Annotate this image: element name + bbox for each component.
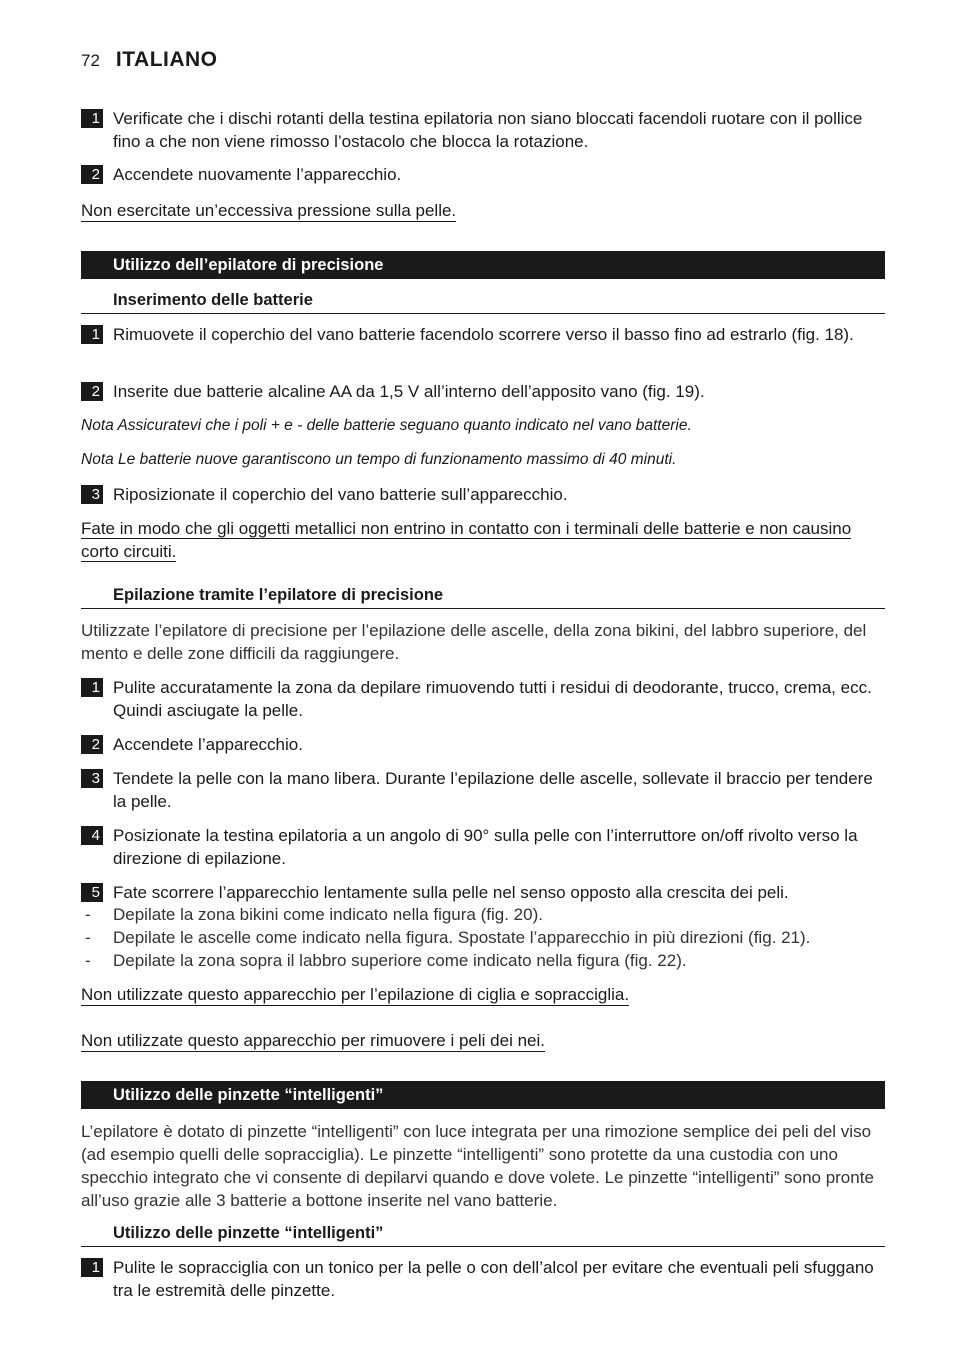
section-title-precision: Utilizzo dell’epilatore di precisione (81, 251, 885, 279)
language-title: ITALIANO (115, 48, 218, 71)
warning-text: Non utilizzate questo apparecchio per l’epilazione di ciglia e sopracciglia. (81, 985, 630, 1004)
section-title-tweezers: Utilizzo delle pinzette “intelligenti” (81, 1081, 885, 1109)
bullet-text: Depilate le ascelle come indicato nella figura. Spostate l’apparecchio in più direzioni (fig. 21). (113, 928, 811, 947)
step-number: 4 (81, 826, 103, 845)
step-number: 2 (81, 165, 103, 184)
step-text: Pulite le sopracciglia con un tonico per la pelle o con dell’alcol per evitare che eventuali peli sfuggano tra le estremità delle pinzette. (113, 1258, 874, 1300)
warning-text: Non esercitate un’eccessiva pressione sulla pelle. (81, 201, 457, 220)
epilation-step-5 (81, 881, 885, 904)
tweezers-step-1 (81, 1256, 885, 1302)
step-text: Verificate che i dischi rotanti della testina epilatoria non siano bloccati facendoli ruotare con il pollice fino a che non viene rimosso l’ostacolo che blocca la rotazione. (113, 109, 863, 151)
step-number: 3 (81, 769, 103, 788)
bullet-dash: - (85, 905, 91, 924)
note-poles: Nota Assicuratevi che i poli + e - delle batterie seguano quanto indicato nel vano batterie. (81, 417, 692, 434)
bullet-item (81, 903, 885, 926)
step-number: 5 (81, 883, 103, 902)
step-number: 1 (81, 109, 103, 128)
epilation-step-1 (81, 676, 885, 722)
page-header (81, 48, 218, 72)
step-text: Posizionate la testina epilatoria a un angolo di 90° sulla pelle con l’interruttore on/off rivolto verso la direzione di epilazione. (113, 826, 858, 868)
bullet-text: Depilate la zona bikini come indicato nella figura (fig. 20). (113, 905, 543, 924)
tweezers-intro: L’epilatore è dotato di pinzette “intelligenti” con luce integrata per una rimozione semplice dei peli del viso (ad esempio quelli delle sopracciglia). Le pinzette “intelligenti” sono protette da una custodia con uno specchio integrato che vi consente di depilarvi quando e dove volete. Le pinzette “intelligenti” sono pronte all’uso grazie alle 3 batterie a bottone inserite nel vano batterie. (81, 1122, 874, 1210)
step-text: Accendete nuovamente l’apparecchio. (113, 165, 402, 184)
epilation-step-2 (81, 733, 885, 756)
bullet-item (81, 926, 885, 949)
subhead-batteries: Inserimento delle batterie (81, 289, 885, 314)
epilation-step-4 (81, 824, 885, 870)
step-number: 3 (81, 485, 103, 504)
intro-step-2 (81, 163, 885, 186)
subhead-epilation: Epilazione tramite l’epilatore di precisione (81, 584, 885, 609)
step-text: Accendete l’apparecchio. (113, 735, 303, 754)
bullet-dash: - (85, 951, 91, 970)
epilation-step-3 (81, 767, 885, 813)
warning-eyebrows (81, 983, 885, 1006)
bullet-text: Depilate la zona sopra il labbro superiore come indicato nella figura (fig. 22). (113, 951, 687, 970)
warning-moles (81, 1029, 885, 1052)
step-text: Inserite due batterie alcaline AA da 1,5 V all’interno dell’apposito vano (fig. 19). (113, 382, 705, 401)
note-duration: Nota Le batterie nuove garantiscono un tempo di funzionamento massimo di 40 minuti. (81, 451, 677, 468)
step-number: 2 (81, 382, 103, 401)
warning-pressure (81, 199, 885, 222)
step-text: Fate scorrere l’apparecchio lentamente sulla pelle nel senso opposto alla crescita dei peli. (113, 883, 789, 902)
step-number: 1 (81, 1258, 103, 1277)
bullet-dash: - (85, 928, 91, 947)
step-number: 1 (81, 678, 103, 697)
battery-step-1 (81, 323, 885, 346)
intro-step-1 (81, 107, 885, 153)
step-text: Tendete la pelle con la mano libera. Durante l’epilazione delle ascelle, sollevate il braccio per tendere la pelle. (113, 769, 873, 811)
step-number: 2 (81, 735, 103, 754)
step-text: Rimuovete il coperchio del vano batterie facendolo scorrere verso il basso fino ad estrarlo (fig. 18). (113, 325, 854, 344)
bullet-item (81, 949, 885, 972)
battery-step-2 (81, 380, 885, 403)
step-text: Riposizionate il coperchio del vano batterie sull’apparecchio. (113, 485, 568, 504)
warning-text: Non utilizzate questo apparecchio per rimuovere i peli dei nei. (81, 1031, 545, 1050)
step-text: Pulite accuratamente la zona da depilare rimuovendo tutti i residui di deodorante, trucco, crema, ecc. Quindi asciugate la pelle. (113, 678, 872, 720)
step-number: 1 (81, 325, 103, 344)
subhead-tweezers: Utilizzo delle pinzette “intelligenti” (81, 1222, 885, 1247)
warning-short-circuit (81, 517, 885, 563)
warning-text: Fate in modo che gli oggetti metallici non entrino in contatto con i terminali delle batterie e non causino corto circuiti. (81, 519, 852, 561)
page-number: 72 (81, 51, 100, 70)
battery-step-3 (81, 483, 885, 506)
epilation-intro: Utilizzate l’epilatore di precisione per l’epilazione delle ascelle, della zona bikini, del labbro superiore, del mento e delle zone difficili da raggiungere. (81, 621, 867, 663)
